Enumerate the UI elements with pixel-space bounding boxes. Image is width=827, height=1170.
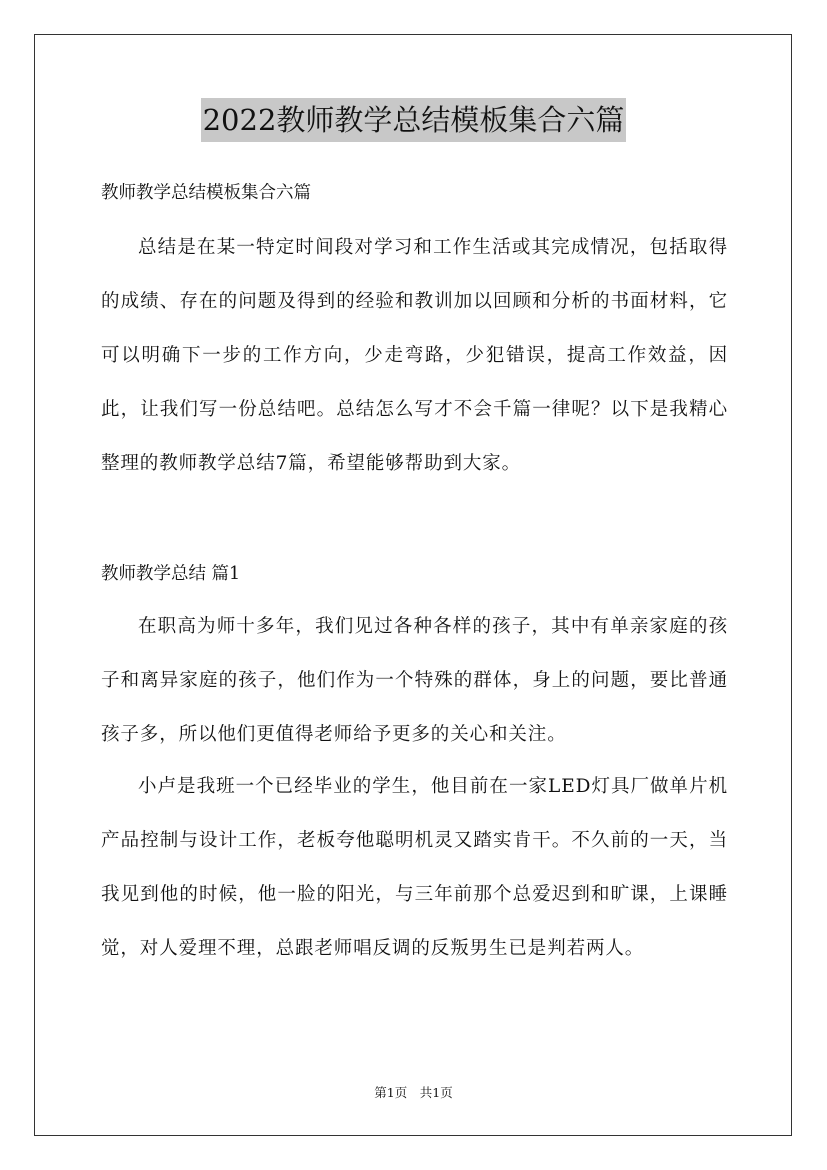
body-paragraph-2: 小卢是我班一个已经毕业的学生，他目前在一家LED灯具厂做单片机产品控制与设计工作，老板夸他聪明机灵又踏实肯干。不久前的一天，当我见到他的时候，他一脸的阳光，与三年前那个总爱迟到和旷课，上课睡觉，对人爱理不理，总跟老师唱反调的反叛男生已是判若两人。 [101, 776, 728, 959]
title-container [0, 98, 827, 142]
section-heading: 教师教学总结 篇1 [101, 564, 241, 584]
document-subtitle: 教师教学总结模板集合六篇 [101, 183, 311, 203]
document-title: 2022教师教学总结模板集合六篇 [201, 98, 627, 142]
intro-paragraph: 总结是在某一特定时间段对学习和工作生活或其完成情况，包括取得的成绩、存在的问题及得到的经验和教训加以回顾和分析的书面材料，它可以明确下一步的工作方向，少走弯路，少犯错误，提高工作效益，因此，让我们写一份总结吧。总结怎么写才不会千篇一律呢？以下是我精心整理的教师教学总结7篇，希望能够帮助到大家。 [101, 237, 728, 474]
page-footer: 第1页 共1页 [374, 1085, 453, 1100]
body-paragraph-1: 在职高为师十多年，我们见过各种各样的孩子，其中有单亲家庭的孩子和离异家庭的孩子，他们作为一个特殊的群体，身上的问题，要比普通孩子多，所以他们更值得老师给予更多的关心和关注。 [101, 616, 728, 745]
